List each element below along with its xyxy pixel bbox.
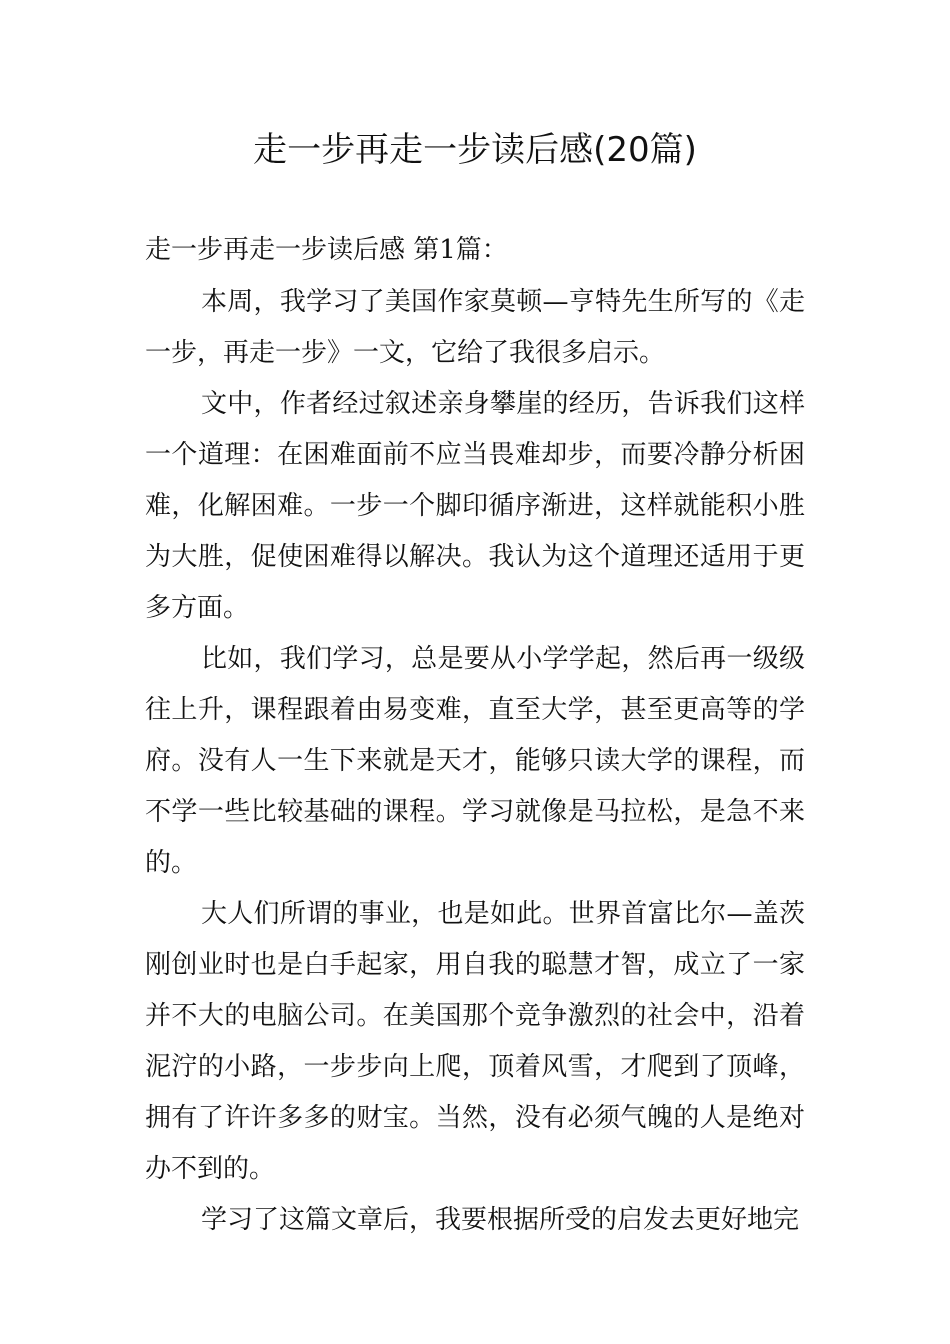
paragraph: 本周，我学习了美国作家莫顿—亨特先生所写的《走一步，再走一步》一文，它给了我很多启示。 [145, 287, 805, 368]
paragraph: 文中，作者经过叙述亲身攀崖的经历，告诉我们这样一个道理：在困难面前不应当畏难却步，而要冷静分析困难，化解困难。一步一个脚印循序渐进，这样就能积小胜为大胜，促使困难得以解决。我认为这个道理还适用于更多方面。 [145, 389, 805, 623]
section-heading: 走一步再走一步读后感 第1篇： [145, 235, 508, 265]
paragraph: 比如，我们学习，总是要从小学学起，然后再一级级往上升，课程跟着由易变难，直至大学，甚至更高等的学府。没有人一生下来就是天才，能够只读大学的课程，而不学一些比较基础的课程。学习就像是马拉松，是急不来的。 [145, 644, 805, 878]
paragraph: 大人们所谓的事业，也是如此。世界首富比尔—盖茨刚创业时也是白手起家，用自我的聪慧才智，成立了一家并不大的电脑公司。在美国那个竞争激烈的社会中，沿着泥泞的小路，一步步向上爬，顶着风雪，才爬到了顶峰，拥有了许许多多的财宝。当然，没有必须气魄的人是绝对办不到的。 [145, 899, 805, 1184]
document-body [145, 225, 805, 1246]
paragraph: 学习了这篇文章后，我要根据所受的启发去更好地完 [201, 1205, 800, 1235]
document-title: 走一步再走一步读后感(20篇) [253, 130, 697, 170]
